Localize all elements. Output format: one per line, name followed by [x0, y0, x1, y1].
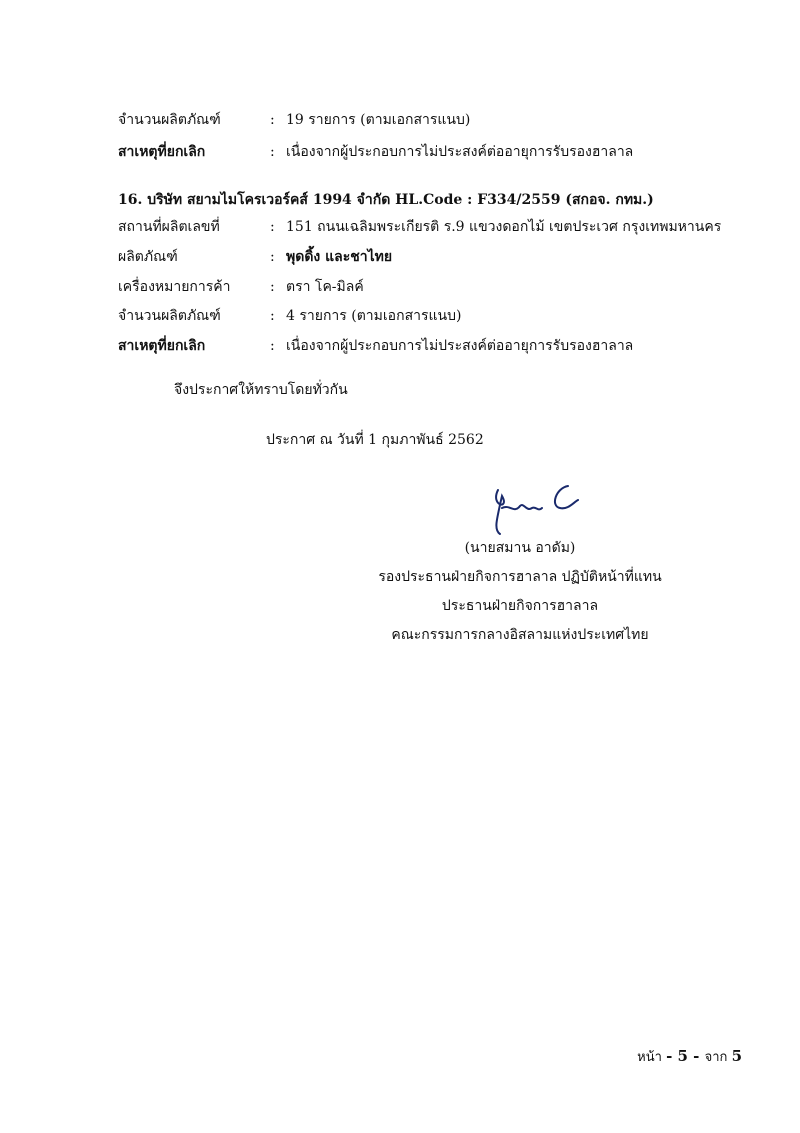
- reason-value: เนื่องจากผู้ประกอบการไม่ประสงค์ต่ออายุการรับรองฮาลาล: [286, 338, 634, 354]
- product-label: ผลิตภัณฑ์: [118, 249, 178, 265]
- signature-image: [480, 478, 590, 542]
- address-label: สถานที่ผลิตเลขที่: [118, 219, 220, 235]
- page-number: หน้า - 5 - จาก 5: [637, 1047, 742, 1065]
- signatory-title-1: รองประธานฝ่ายกิจการฮาลาล ปฏิบัติหน้าที่แทน: [378, 569, 662, 585]
- trademark-label: เครื่องหมายการค้า: [118, 279, 231, 295]
- colon: :: [270, 112, 275, 128]
- page-current: 5: [677, 1047, 688, 1065]
- product-value: พุดดิ้ง และชาไทย: [286, 249, 393, 265]
- page-label: หน้า: [637, 1050, 662, 1065]
- company-16-heading: 16. บริษัท สยามไมโครเวอร์คส์ 1994 จำกัด HL.Code : F334/2559 (สกอจ. กทม.): [118, 192, 654, 208]
- signatory-title-2: ประธานฝ่ายกิจการฮาลาล: [441, 598, 599, 614]
- closing-text: จึงประกาศให้ทราบโดยทั่วกัน: [174, 382, 348, 398]
- trademark-value: ตรา โค-มิลค์: [286, 279, 364, 295]
- prev-product-count-label: จำนวนผลิตภัณฑ์: [118, 112, 221, 128]
- prev-product-count-value: 19 รายการ (ตามเอกสารแนบ): [286, 112, 471, 128]
- prev-reason-value: เนื่องจากผู้ประกอบการไม่ประสงค์ต่ออายุการรับรองฮาลาล: [286, 144, 634, 160]
- colon: :: [270, 338, 275, 354]
- colon: :: [270, 308, 275, 324]
- of-label: จาก: [704, 1050, 728, 1065]
- colon: :: [270, 279, 275, 295]
- reason-label: สาเหตุที่ยกเลิก: [118, 338, 206, 354]
- signatory-title-3: คณะกรรมการกลางอิสลามแห่งประเทศไทย: [391, 627, 649, 643]
- prev-reason-label: สาเหตุที่ยกเลิก: [118, 144, 206, 160]
- product-count-value: 4 รายการ (ตามเอกสารแนบ): [286, 308, 462, 324]
- signatory-name: (นายสมาน อาดัม): [464, 540, 576, 556]
- address-value: 151 ถนนเฉลิมพระเกียรติ ร.9 แขวงดอกไม้ เขตประเวศ กรุงเทพมหานคร: [286, 219, 722, 235]
- colon: :: [270, 144, 275, 160]
- page-total: 5: [731, 1047, 742, 1065]
- colon: :: [270, 219, 275, 235]
- colon: :: [270, 249, 275, 265]
- date-line: ประกาศ ณ วันที่ 1 กุมภาพันธ์ 2562: [266, 432, 484, 448]
- product-count-label: จำนวนผลิตภัณฑ์: [118, 308, 221, 324]
